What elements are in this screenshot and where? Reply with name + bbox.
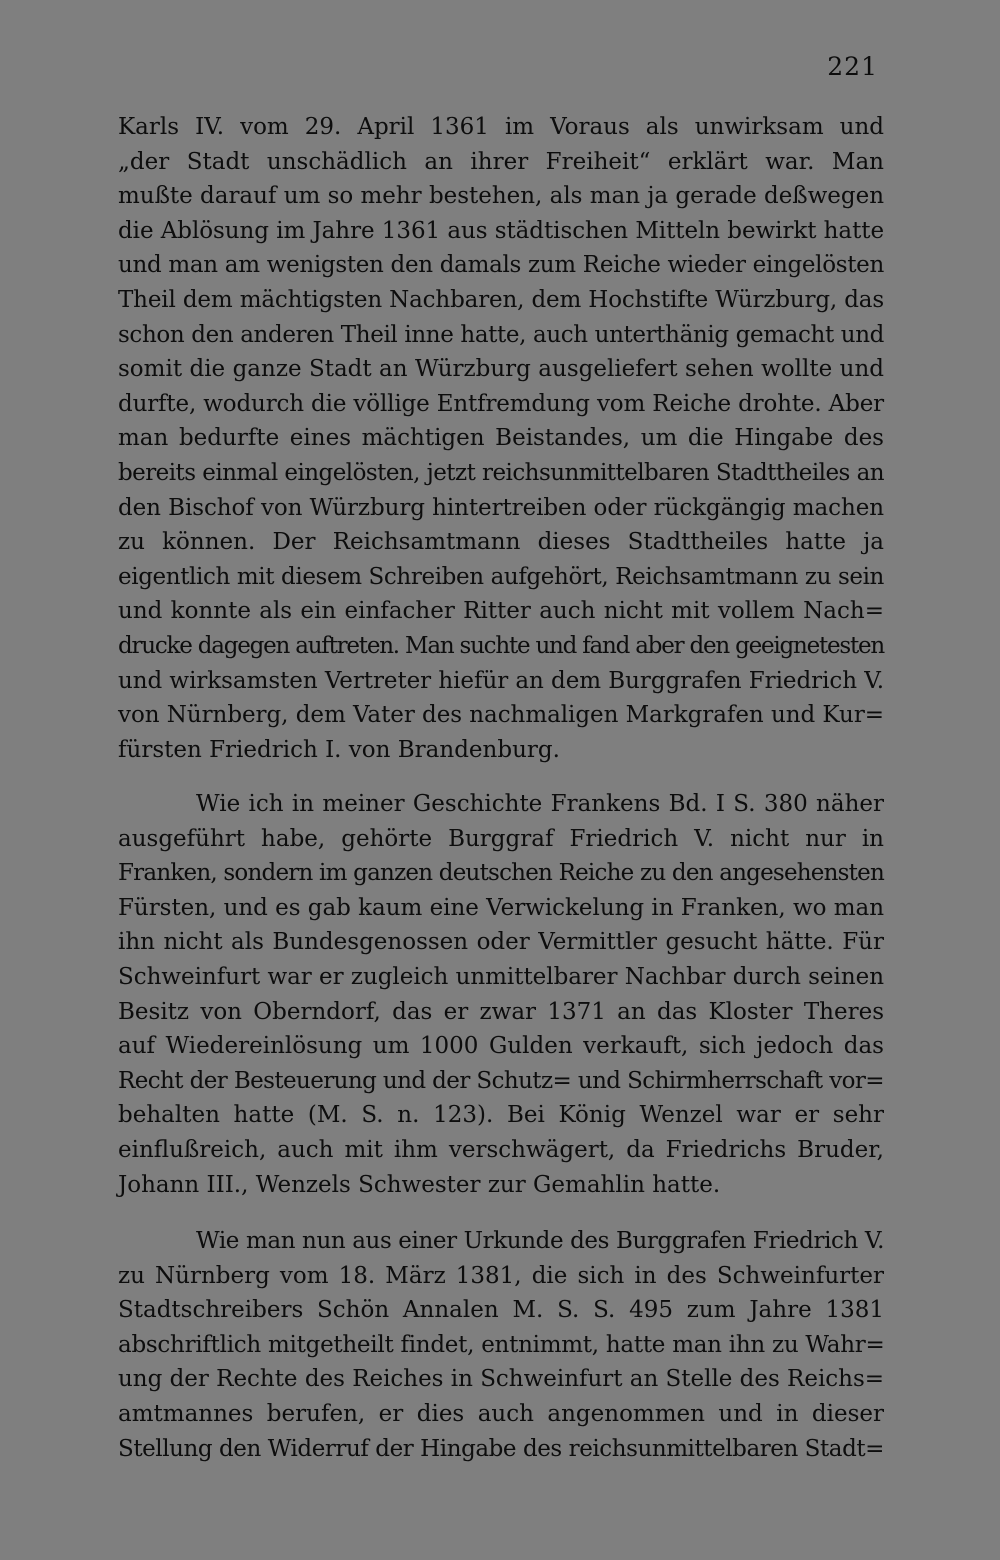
text-line: „der Stadt unschädlich an ihrer Freiheit“ erklärt war. Man [118,148,884,175]
text-line: Stellung den Widerruf der Hingabe des reichsunmittelbaren Stadt= [118,1435,884,1462]
text-line: Fürsten, und es gab kaum eine Verwickelung in Franken, wo man [118,894,884,921]
text-line: Besitz von Oberndorf, das er zwar 1371 an das Kloster Theres [118,998,884,1025]
text-line: auf Wiedereinlösung um 1000 Gulden verkauft, sich jedoch das [118,1033,884,1060]
text-line: Theil dem mächtigsten Nachbaren, dem Hochstifte Würzburg, das [118,286,884,313]
text-line: und wirksamsten Vertreter hiefür an dem Burggrafen Friedrich V. [118,667,884,694]
text-line: Schweinfurt war er zugleich unmittelbarer Nachbar durch seinen [118,963,884,990]
text-line: schon den anderen Theil inne hatte, auch unterthänig gemacht und [118,321,884,348]
text-line: zu können. Der Reichsamtmann dieses Stadttheiles hatte ja [118,529,884,556]
text-line: Wie man nun aus einer Urkunde des Burggrafen Friedrich V. [196,1228,884,1254]
page-number: 221 [827,52,878,81]
text-line: und man am wenigsten den damals zum Reiche wieder eingelösten [118,252,884,279]
paragraph-3 [118,1224,884,1466]
text-line: ausgeführt habe, gehörte Burggraf Friedrich V. nicht nur in [118,825,884,852]
paragraph-1 [118,110,884,767]
text-line: Karls IV. vom 29. April 1361 im Voraus als unwirksam und [118,114,884,140]
text-line: mußte darauf um so mehr bestehen, als man ja gerade deßwegen [118,183,884,210]
text-line: drucke dagegen auftreten. Man suchte und fand aber den geeignetesten [118,632,884,659]
text-line: die Ablösung im Jahre 1361 aus städtischen Mitteln bewirkt hatte [118,217,884,244]
text-line: ihn nicht als Bundesgenossen oder Vermittler gesucht hätte. Für [118,929,884,956]
text-line: Wie ich in meiner Geschichte Frankens Bd. I S. 380 näher [196,791,884,817]
text-line: abschriftlich mitgetheilt findet, entnimmt, hatte man ihn zu Wahr= [118,1331,885,1358]
text-line: einflußreich, auch mit ihm verschwägert, da Friedrichs Bruder, [118,1136,884,1163]
text-line: bereits einmal eingelösten, jetzt reichsunmittelbaren Stadttheiles an [118,459,884,486]
text-line: Johann III., Wenzels Schwester zur Gemahlin hatte. [118,1171,721,1198]
text-line: behalten hatte (M. S. n. 123). Bei König Wenzel war er sehr [118,1102,884,1129]
text-line: Franken, sondern im ganzen deutschen Reiche zu den angesehensten [118,860,884,887]
text-line: eigentlich mit diesem Schreiben aufgehört, Reichsamtmann zu sein [118,563,884,590]
paragraph-2 [118,787,884,1202]
text-line: von Nürnberg, dem Vater des nachmaligen Markgrafen und Kur= [118,702,884,729]
text-line: den Bischof von Würzburg hintertreiben oder rückgängig machen [118,494,884,521]
text-line: ung der Rechte des Reiches in Schweinfurt an Stelle des Reichs= [118,1366,884,1393]
text-line: zu Nürnberg vom 18. März 1381, die sich in des Schweinfurter [118,1262,884,1289]
text-line: durfte, wodurch die völlige Entfremdung vom Reiche drohte. Aber [118,390,884,417]
text-line: man bedurfte eines mächtigen Beistandes, um die Hingabe des [118,425,884,452]
text-line: somit die ganze Stadt an Würzburg ausgeliefert sehen wollte und [118,356,884,383]
text-line: Stadtschreibers Schön Annalen M. S. S. 495 zum Jahre 1381 [118,1297,884,1324]
text-line: und konnte als ein einfacher Ritter auch nicht mit vollem Nach= [118,598,884,625]
text-line: Recht der Besteuerung und der Schutz= und Schirmherrschaft vor= [118,1067,884,1094]
text-line: amtmannes berufen, er dies auch angenommen und in dieser [118,1400,884,1427]
text-line: fürsten Friedrich I. von Brandenburg. [118,736,560,763]
